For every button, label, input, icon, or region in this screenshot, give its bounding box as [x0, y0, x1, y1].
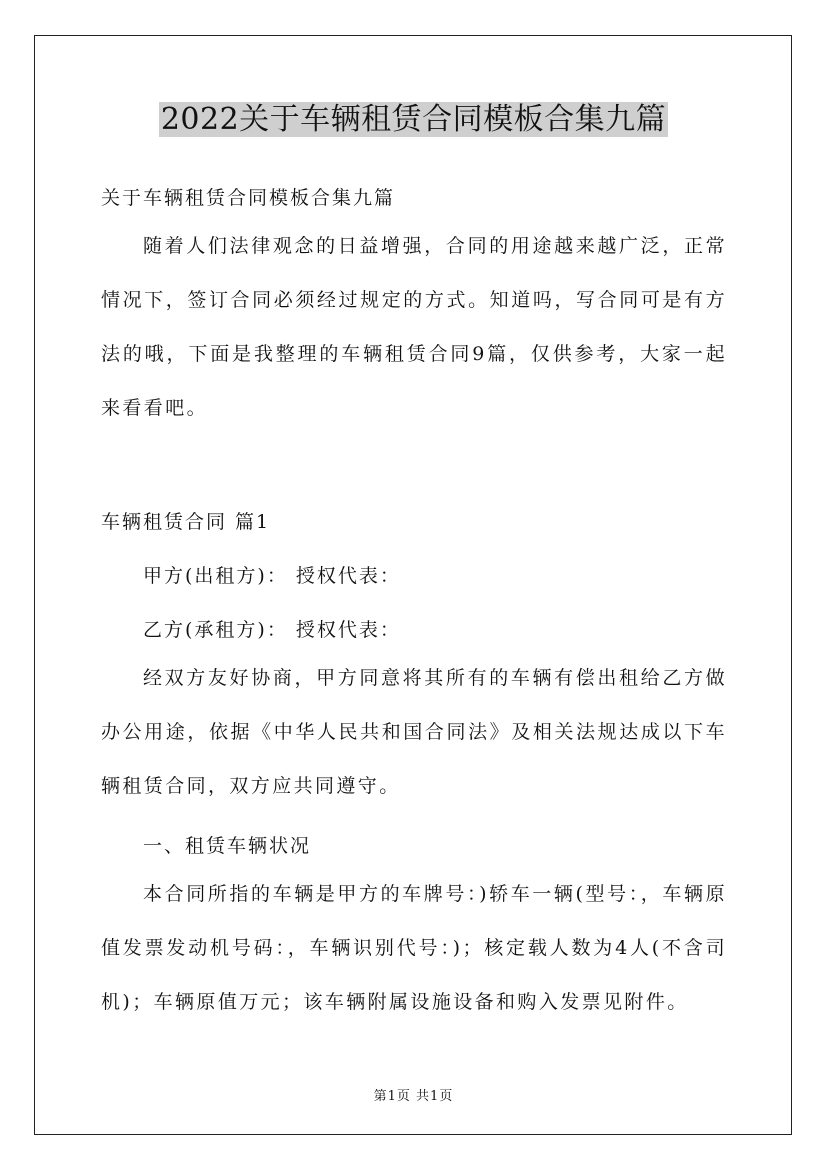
- document-subtitle: 关于车辆租赁合同模板合集九篇: [101, 187, 396, 209]
- party-a-line: 甲方(出租方)： 授权代表：: [143, 565, 401, 587]
- clause-paragraph: 本合同所指的车辆是甲方的车牌号：)轿车一辆(型号：，车辆原值发票发动机号码：，车辆识别代号：)；核定载人数为4人(不含司机)；车辆原值万元；该车辆附属设施设备和购入发票见附件。: [101, 883, 727, 1013]
- agreement-paragraph: 经双方友好协商，甲方同意将其所有的车辆有偿出租给乙方做办公用途，依据《中华人民共和国合同法》及相关法规达成以下车辆租赁合同，双方应共同遵守。: [101, 667, 727, 797]
- party-b-line: 乙方(承租方)： 授权代表：: [143, 619, 401, 641]
- clause-heading: 一、租赁车辆状况: [143, 835, 312, 857]
- page-footer: 第1页 共1页: [373, 1089, 454, 1104]
- section-heading: 车辆租赁合同 篇1: [101, 511, 271, 533]
- document-title-text: 2022关于车辆租赁合同模板合集九篇: [160, 102, 667, 137]
- intro-paragraph: 随着人们法律观念的日益增强，合同的用途越来越广泛，正常情况下，签订合同必须经过规定的方式。知道吗，写合同可是有方法的哦，下面是我整理的车辆租赁合同9篇，仅供参考，大家一起来看看吧。: [101, 235, 727, 419]
- document-title: [0, 98, 827, 142]
